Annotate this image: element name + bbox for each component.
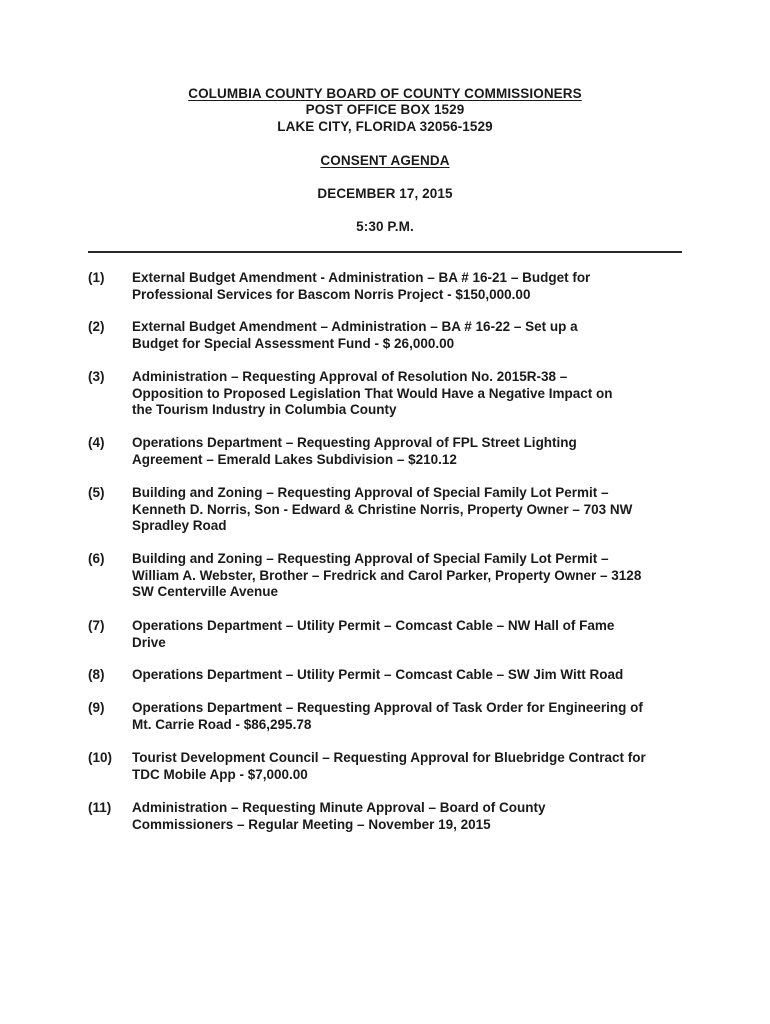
agenda-item-line: Agreement – Emerald Lakes Subdivision – $210.12 xyxy=(132,451,457,467)
agenda-item-number: (6) xyxy=(88,551,105,566)
agenda-item-text xyxy=(132,551,641,601)
agenda-item-number: (11) xyxy=(88,800,112,815)
agenda-item-line: Drive xyxy=(132,634,166,650)
agenda-item-line: Mt. Carrie Road - $86,295.78 xyxy=(132,716,312,732)
agenda-item-line: Administration – Requesting Minute Approval – Board of County xyxy=(132,800,546,815)
agenda-item-line: Tourist Development Council – Requesting Approval for Bluebridge Contract for xyxy=(132,750,646,765)
agenda-item-text xyxy=(132,667,623,684)
agenda-item-line: Operations Department – Requesting Approval of Task Order for Engineering of xyxy=(132,700,643,715)
agenda-item-line: Opposition to Proposed Legislation That Would Have a Negative Impact on xyxy=(132,385,613,401)
agenda-item-number: (10) xyxy=(88,750,113,765)
agenda-item-number: (8) xyxy=(88,667,105,682)
meeting-date: DECEMBER 17, 2015 xyxy=(317,186,453,201)
agenda-item-line: Operations Department – Utility Permit – Comcast Cable – NW Hall of Fame xyxy=(132,618,615,633)
agenda-item-text xyxy=(132,800,546,833)
agenda-item-line: William A. Webster, Brother – Fredrick and Carol Parker, Property Owner – 3128 xyxy=(132,567,642,583)
agenda-item-number: (3) xyxy=(88,369,105,384)
agenda-item-number: (7) xyxy=(88,618,105,633)
agenda-title: CONSENT AGENDA xyxy=(320,153,450,168)
agenda-item-text xyxy=(132,485,632,535)
agenda-item-line: TDC Mobile App - $7,000.00 xyxy=(132,766,308,782)
agenda-item-number: (9) xyxy=(88,700,105,715)
meeting-time: 5:30 P.M. xyxy=(356,219,414,234)
agenda-item-line: Professional Services for Bascom Norris Project - $150,000.00 xyxy=(132,286,531,302)
agenda-item-line: Commissioners – Regular Meeting – November 19, 2015 xyxy=(132,816,491,832)
agenda-item-line: Operations Department – Utility Permit – Comcast Cable – SW Jim Witt Road xyxy=(132,667,624,682)
agenda-item-line: Administration – Requesting Approval of Resolution No. 2015R-38 – xyxy=(132,369,568,384)
agenda-item-line: External Budget Amendment - Administration – BA # 16-21 – Budget for xyxy=(132,270,591,285)
agenda-item-line: Building and Zoning – Requesting Approval of Special Family Lot Permit – xyxy=(132,551,609,566)
agenda-item-number: (2) xyxy=(88,319,105,334)
agenda-item-line: External Budget Amendment – Administration – BA # 16-22 – Set up a xyxy=(132,319,578,334)
agenda-item-line: the Tourism Industry in Columbia County xyxy=(132,402,397,417)
agenda-item-line: SW Centerville Avenue xyxy=(132,584,279,599)
agenda-item-number: (1) xyxy=(88,270,105,285)
agenda-item-number: (4) xyxy=(88,435,105,450)
agenda-item-text xyxy=(132,369,613,419)
header-divider-rule xyxy=(88,251,682,253)
agenda-item-text xyxy=(132,270,590,303)
agenda-item-text xyxy=(132,750,646,783)
post-office-box-line: POST OFFICE BOX 1529 xyxy=(305,102,465,117)
agenda-item-line: Building and Zoning – Requesting Approval of Special Family Lot Permit – xyxy=(132,485,609,500)
agenda-item-line: Operations Department – Requesting Approval of FPL Street Lighting xyxy=(132,435,577,450)
agenda-item-text xyxy=(132,435,577,468)
agenda-item-line: Kenneth D. Norris, Son - Edward & Christine Norris, Property Owner – 703 NW xyxy=(132,501,633,517)
agenda-item-text xyxy=(132,618,614,651)
board-name-heading: COLUMBIA COUNTY BOARD OF COUNTY COMMISSIONERS xyxy=(188,86,582,101)
agenda-item-number: (5) xyxy=(88,485,105,500)
agenda-item-line: Spradley Road xyxy=(132,518,227,533)
agenda-item-line: Budget for Special Assessment Fund - $ 26,000.00 xyxy=(132,335,455,351)
city-state-zip-line: LAKE CITY, FLORIDA 32056-1529 xyxy=(277,119,493,134)
agenda-item-text xyxy=(132,319,578,352)
agenda-item-text xyxy=(132,700,643,733)
